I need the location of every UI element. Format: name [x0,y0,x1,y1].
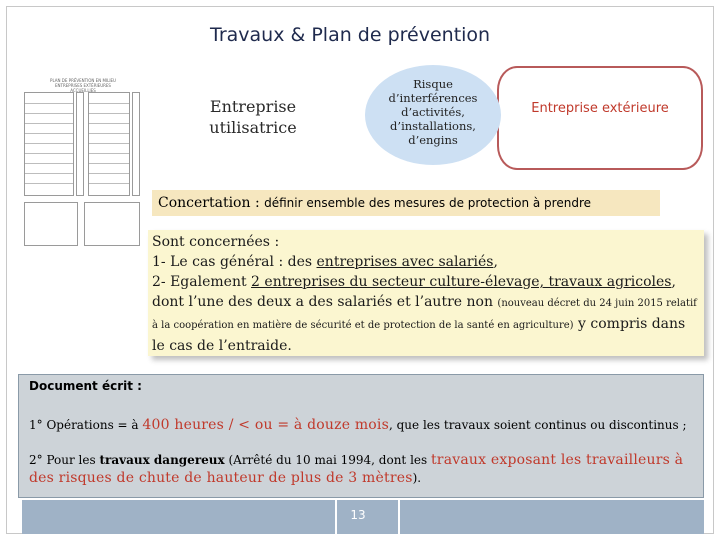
footer-divider-left [335,500,337,534]
entreprise-exterieure-shape [497,66,703,170]
slide-footer [22,500,704,534]
form-bottom-right [84,202,140,246]
form-thumbnail-image [20,76,144,250]
concertation-bar [152,190,660,216]
form-bottom-left [24,202,78,246]
concerned-line-2: 2- Egalement 2 entreprises du secteur culture-élevage, travaux agricoles, [152,274,676,290]
travaux-dangereux-line: 2° Pour les travaux dangereux (Arrêté du 10 mai 1994, dont les travaux exposant les travailleurs à des risques de chute de hauteur de plus de 3 mètres). [29,452,684,486]
page-number: 13 [350,508,366,522]
concertation-label: Concertation : [158,195,265,211]
page-title: Travaux & Plan de prévention [210,24,491,46]
form-column-right [88,92,130,196]
entreprise-utilisatrice-shape [162,56,380,180]
document-ecrit-title: Document écrit : [29,379,142,393]
risque-interferences-bubble [365,65,501,165]
form-column-check-left [76,92,84,196]
operations-line: 1° Opérations = à 400 heures / < ou = à douze mois, que les travaux soient continus ou discontinus ; [29,417,687,433]
concertation-text: définir ensemble des mesures de protection à prendre [264,196,591,210]
entreprise-utilisatrice-label: Entreprise utilisatrice [209,97,297,137]
risque-interferences-label: Risque d’interférences d’activités, d’installations, d’engins [388,77,478,147]
footer-divider-right [398,500,400,534]
concerned-intro: Sont concernées : [152,234,280,250]
form-column-check-right [132,92,140,196]
document-ecrit-box [18,374,704,498]
concerned-box [148,230,704,356]
form-column-left [24,92,74,196]
form-thumbnail-header: PLAN DE PRÉVENTION EN MILIEU ENTREPRISES EXTÉRIEURES ACCUEILLIES [50,78,116,93]
concerned-line-3: dont l’une des deux a des salariés et l’autre non (nouveau décret du 24 juin 2015 relatif à la coopération en matière de sécurité et de protection de la santé en agriculture) y compris dans le cas de l’entraide. [152,294,697,354]
entreprise-exterieure-label: Entreprise extérieure [531,101,669,116]
concerned-line-1: 1- Le cas général : des entreprises avec salariés, [152,254,498,270]
